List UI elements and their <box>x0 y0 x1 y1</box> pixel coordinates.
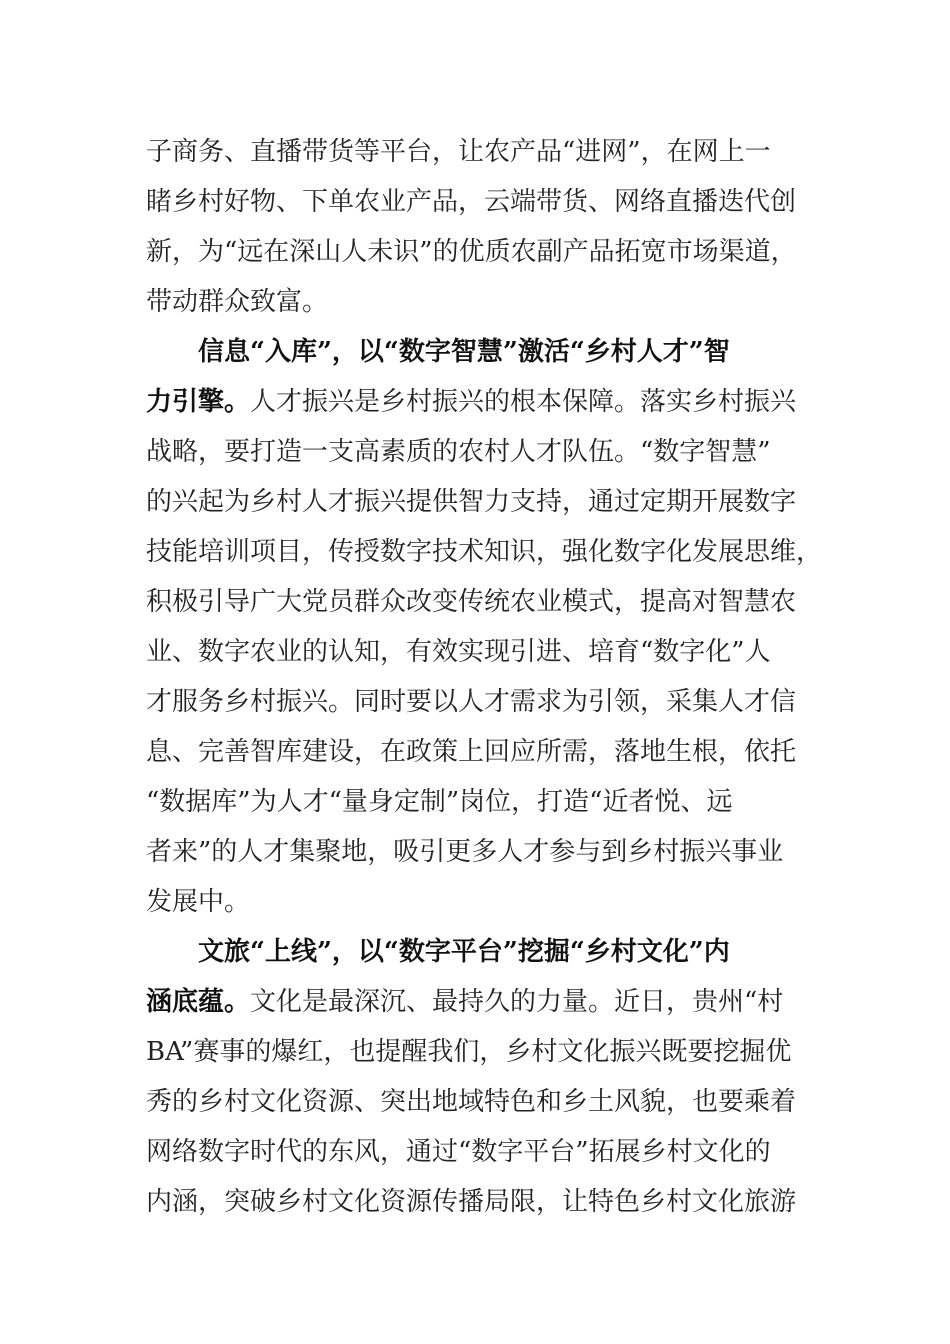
paragraph-2-line-8: 才服务乡村振兴。同时要以人才需求为引领，采集人才信 <box>146 687 797 717</box>
paragraph-2-line-3: 战略，要打造一支高素质的农村人才队伍。“数字智慧” <box>146 437 771 467</box>
paragraph-3-heading: 文旅“上线”，以“数字平台”挖掘“乡村文化”内 <box>198 937 730 967</box>
paragraph-2-line-10: “数据库”为人才“量身定制”岗位，打造“近者悦、远 <box>146 787 733 817</box>
paragraph-3-line-3: BA”赛事的爆红，也提醒我们，乡村文化振兴既要挖掘优 <box>146 1037 792 1067</box>
paragraph-2-line-6: 积极引导广大党员群众改变传统农业模式，提高对智慧农 <box>146 587 797 617</box>
paragraph-2-line-4: 的兴起为乡村人才振兴提供智力支持，通过定期开展数字 <box>146 487 797 517</box>
paragraph-1-line-4: 带动群众致富。 <box>146 287 329 317</box>
paragraph-3-line-6: 内涵，突破乡村文化资源传播局限，让特色乡村文化旅游 <box>146 1187 797 1217</box>
paragraph-1-line-1: 子商务、直播带货等平台，让农产品“进网”，在网上一 <box>146 137 771 167</box>
paragraph-3-line-4: 秀的乡村文化资源、突出地域特色和乡土风貌，也要乘着 <box>146 1087 797 1117</box>
paragraph-2-line-7: 业、数字农业的认知，有效实现引进、培育“数字化”人 <box>146 637 771 667</box>
paragraph-3-heading-end: 涵底蕴。 <box>146 987 251 1017</box>
paragraph-2-heading-end: 力引擎。 <box>146 387 251 417</box>
paragraph-1-line-2: 睹乡村好物、下单农业产品，云端带货、网络直播迭代创 <box>146 187 797 217</box>
paragraph-2-heading: 信息“入库”，以“数字智慧”激活“乡村人才”智 <box>198 337 730 367</box>
paragraph-3-line-2 <box>146 977 783 1027</box>
paragraph-2-line-2 <box>146 377 796 427</box>
paragraph-2-line-12: 发展中。 <box>146 887 251 917</box>
paragraph-2-line-2-text: 人才振兴是乡村振兴的根本保障。落实乡村振兴 <box>250 387 797 417</box>
paragraph-2-line-11: 者来”的人才集聚地，吸引更多人才参与到乡村振兴事业 <box>146 837 784 867</box>
paragraph-3-line-5: 网络数字时代的东风，通过“数字平台”拓展乡村文化的 <box>146 1137 771 1167</box>
paragraph-3-line-2-text: 文化是最深沉、最持久的力量。近日，贵州“村 <box>250 987 784 1017</box>
paragraph-2-line-5: 技能培训项目，传授数字技术知识，强化数字化发展思维， <box>146 537 823 567</box>
paragraph-2-line-9: 息、完善智库建设，在政策上回应所需，落地生根，依托 <box>146 737 797 767</box>
paragraph-1-line-3: 新，为“远在深山人未识”的优质农副产品拓宽市场渠道， <box>146 237 797 267</box>
